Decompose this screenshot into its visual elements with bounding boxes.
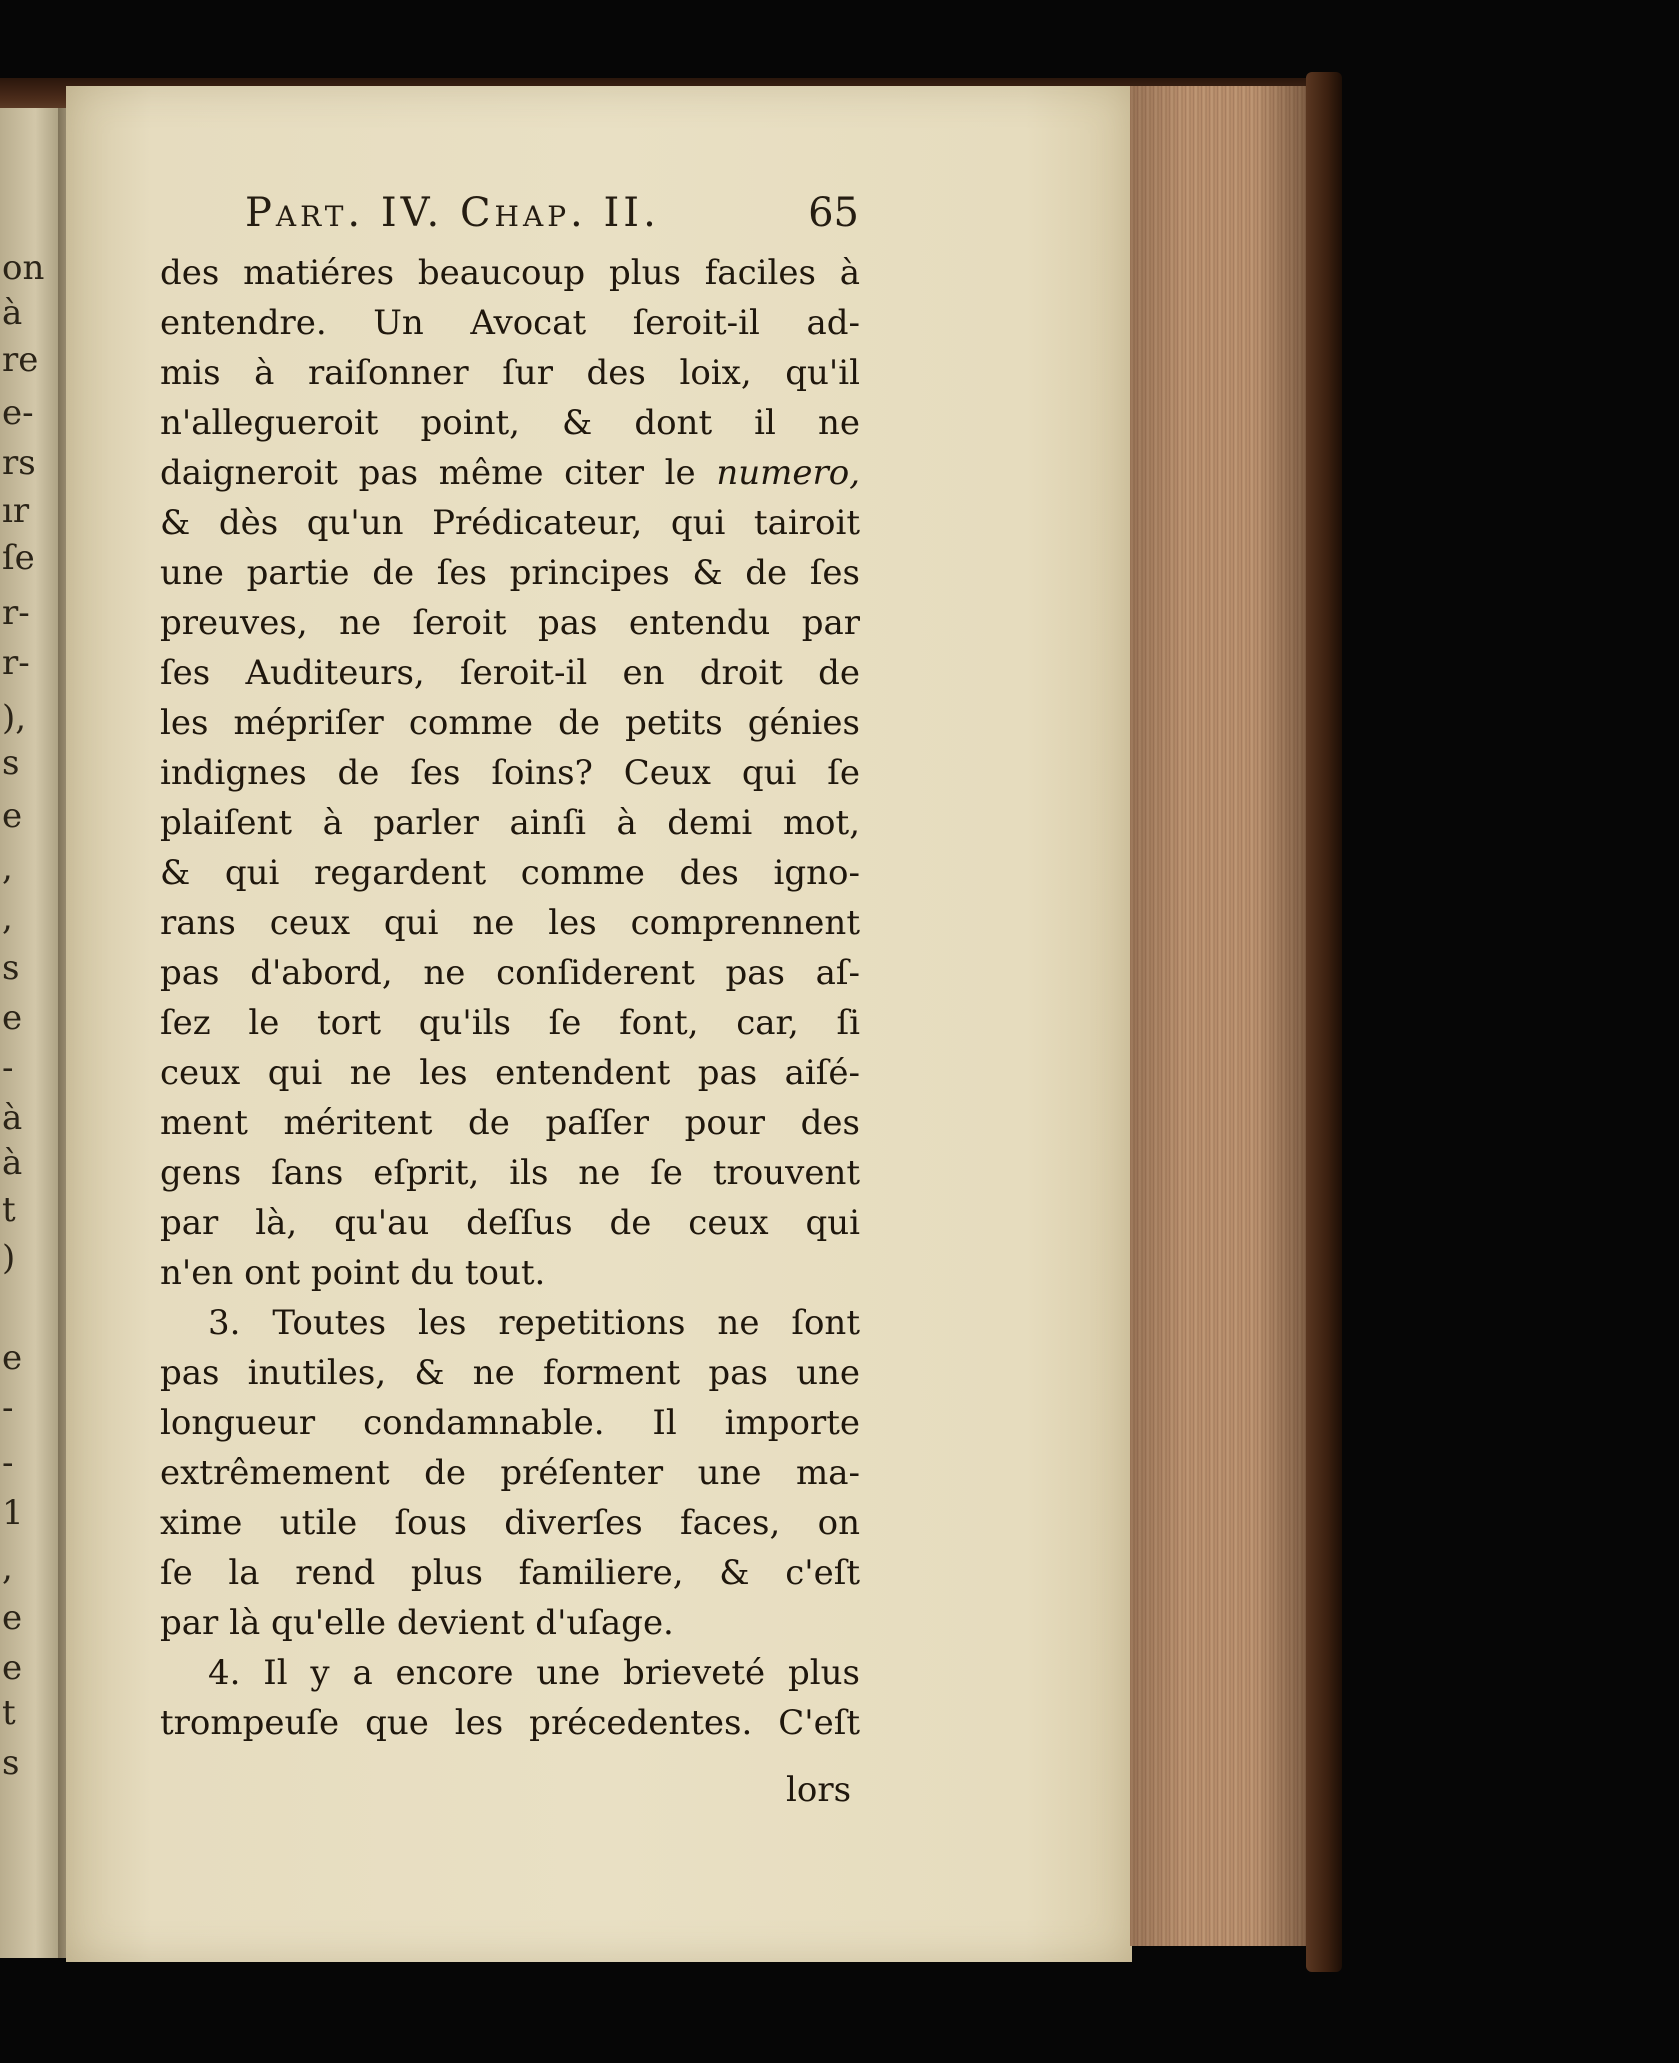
text-line: gens ſans eſprit, ils ne ſe trouvent [160,1153,860,1193]
left-fragment: , [2,898,13,938]
cover-edge [1306,72,1342,1972]
left-fragment: t [2,1190,16,1230]
previous-page-fragments [0,108,64,1958]
text-line: ſes Auditeurs, ſeroit-il en droit de [160,653,860,693]
left-fragment: e- [2,393,34,433]
left-fragment: - [2,1048,14,1088]
paragraph-3-start: 3. Toutes les repetitions ne ſont [208,1303,860,1343]
left-fragment: e [2,998,23,1038]
paragraph-4-start: 4. Il y a encore une brieveté plus [208,1653,860,1693]
text-line-segment: daigneroit pas même citer le [160,453,696,493]
left-fragment: à [2,1143,23,1183]
text-line: indignes de ſes ſoins? Ceux qui ſe [160,753,860,793]
body-text [160,248,860,1748]
left-fragment: t [2,1693,16,1733]
text-line: pas inutiles, & ne forment pas une [160,1353,860,1393]
catchword: lors [786,1770,852,1810]
left-fragment: - [2,1443,14,1483]
left-fragment: s [2,948,20,988]
text-line: des matiéres beaucoup plus faciles à [160,253,860,293]
text-line: ceux qui ne les entendent pas aiſé- [160,1053,860,1093]
left-fragment: on [2,248,45,288]
text-line: extrêmement de préſenter une ma- [160,1453,860,1493]
text-line: & qui regardent comme des igno- [160,853,860,893]
text-line: longueur condamnable. Il importe [160,1403,860,1443]
text-line: ſez le tort qu'ils ſe font, car, ſi [160,1003,860,1043]
text-line: par là, qu'au deſſus de ceux qui [160,1203,860,1243]
left-fragment: à [2,1098,23,1138]
text-line: par là qu'elle devient d'uſage. [160,1603,674,1643]
text-line: pas d'abord, ne conſiderent pas aſ- [160,953,860,993]
text-line: trompeuſe que les précedentes. C'eſt [160,1703,860,1743]
text-line: entendre. Un Avocat ſeroit-il ad- [160,303,860,343]
left-fragment: e [2,1338,23,1378]
text-line: mis à raiſonner ſur des loix, qu'il [160,353,860,393]
left-fragment: s [2,743,20,783]
left-fragment: e [2,1598,23,1638]
left-fragment: , [2,848,13,888]
left-fragment: e [2,1648,23,1688]
text-line: n'allegueroit point, & dont il ne [160,403,860,443]
left-fragment: r- [2,593,30,633]
left-fragment: ır [2,491,30,531]
left-fragment: s [2,1743,20,1783]
left-fragment: ſe [2,538,35,578]
left-fragment: ), [2,698,27,738]
left-fragment: 1 [2,1493,24,1533]
previous-page [0,108,64,1958]
left-fragment: à [2,293,23,333]
text-line: preuves, ne ſeroit pas entendu par [160,603,860,643]
left-fragment: re [2,340,39,380]
left-fragment: r- [2,643,30,683]
left-fragment: - [2,1388,14,1428]
text-line: ment méritent de paſſer pour des [160,1103,860,1143]
text-line-with-italic [160,448,860,498]
text-line: xime utile ſous diverſes faces, on [160,1503,860,1543]
page-number: 65 [808,190,859,236]
text-line: & dès qu'un Prédicateur, qui tairoit [160,503,860,543]
italic-word: numero, [716,453,860,493]
left-fragment: , [2,1548,13,1588]
left-fragment: e [2,796,23,836]
running-head: Part. IV. Chap. II. [245,190,660,236]
page-edges [1130,86,1310,1946]
text-line: les mépriſer comme de petits génies [160,703,860,743]
text-line: une partie de ſes principes & de ſes [160,553,860,593]
text-line: rans ceux qui ne les comprennent [160,903,860,943]
left-fragment: rs [2,443,36,483]
text-line: ſe la rend plus familiere, & c'eſt [160,1553,860,1593]
text-line: n'en ont point du tout. [160,1253,546,1293]
page-header [245,190,865,246]
left-fragment: ) [2,1238,16,1278]
text-line: plaiſent à parler ainſi à demi mot, [160,803,860,843]
